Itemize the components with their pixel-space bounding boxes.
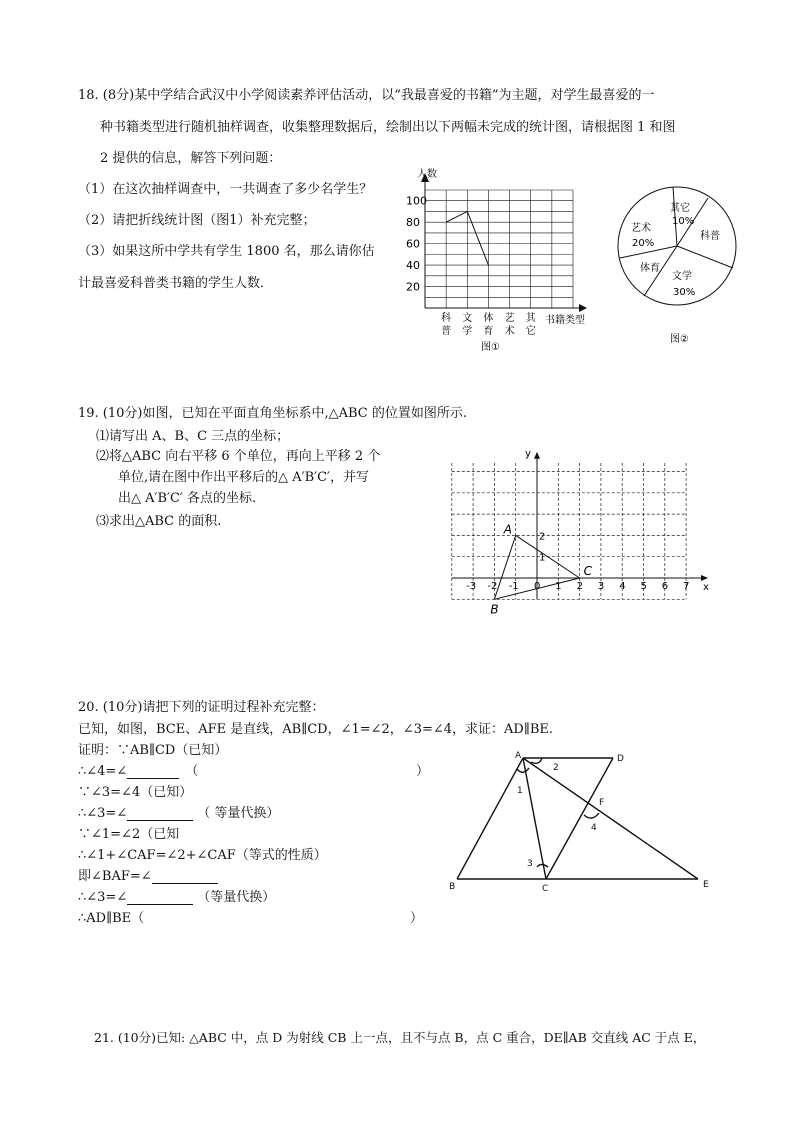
x-tick-label: 3 — [597, 581, 605, 592]
line-chart-xtick: 育 — [483, 326, 494, 337]
q18-sub3b: 计最喜爱科普类书籍的学生人数． — [78, 276, 274, 291]
pie-label-other: 其它 — [670, 203, 690, 214]
segment-cd — [546, 758, 613, 879]
line-chart-grid — [425, 190, 573, 308]
line-chart-ytick: 60 — [406, 237, 420, 251]
q20-step8 — [78, 907, 144, 926]
pie-chart — [616, 195, 746, 355]
angle-3-arc — [537, 865, 548, 868]
line-chart-ytick: 100 — [406, 194, 427, 208]
pie-label-science: 科普 — [700, 231, 720, 242]
pie-label-literature: 文学 — [672, 271, 692, 282]
fig-label-d: D — [617, 754, 624, 764]
x-axis-label: x — [703, 582, 709, 593]
pie-caption: 图② — [670, 334, 689, 345]
x-tick-label: 2 — [576, 581, 583, 592]
point-a-label: A — [503, 522, 512, 537]
q20-step3-reason: （ 等量代换） — [197, 806, 280, 821]
line-chart-ytick: 40 — [406, 259, 420, 273]
line-chart-ylabel: 人数 — [417, 169, 437, 180]
answer-blank-3[interactable] — [152, 869, 218, 884]
q20-step1-text: ∴∠4=∠ — [78, 764, 128, 779]
q18-line2: 种书籍类型进行随机抽样调查，收集整理数据后，绘制出以下两幅未完成的统计图，请根据图 1 和图 — [100, 120, 676, 135]
fig-label-f: F — [599, 798, 605, 808]
q20-step3-text: ∴∠3=∠ — [78, 806, 128, 821]
q20-step6 — [78, 865, 218, 884]
fig-angle-1: 1 — [517, 786, 523, 796]
fig-label-e: E — [703, 880, 709, 890]
line-chart-xtick: 学 — [462, 326, 473, 337]
line-chart-xtick: 其 — [525, 313, 536, 324]
q20-step7-reason: （等量代换） — [197, 890, 276, 905]
pie-label-art-pct: 20% — [632, 238, 655, 249]
angle-2-arc — [531, 758, 542, 763]
q20-step4: ∵∠1=∠2（已知 — [78, 827, 180, 842]
q18-line3: 2 提供的信息，解答下列问题： — [100, 151, 282, 166]
q20-proof0: 证明：∵AB∥CD（已知） — [78, 743, 228, 758]
x-tick-label: 1 — [555, 581, 562, 592]
q18-line1: 18. (8分)某中学结合武汉中小学阅读素养评估活动，以“我最喜爱的书籍”为主题，对学生最喜爱的一 — [78, 88, 655, 103]
fig-angle-4: 4 — [591, 823, 597, 833]
line-chart-xtick: 文 — [462, 313, 473, 324]
pie-divider-science-literature — [677, 246, 733, 268]
pie-label-literature-pct: 30% — [673, 287, 696, 298]
q20-step6-text: 即∠BAF=∠ — [78, 869, 152, 884]
fig-angle-2: 2 — [553, 763, 559, 773]
q20-step5: ∴∠1+∠CAF=∠2+∠CAF（等式的性质） — [78, 848, 327, 863]
q20-step1 — [78, 760, 198, 779]
x-tick-label: 7 — [683, 581, 690, 592]
segment-ab — [457, 758, 523, 879]
x-tick-label: -2 — [487, 581, 498, 592]
q19-sub1: ⑴请写出 A、B、C 三点的坐标； — [96, 429, 290, 444]
point-b-label: B — [490, 602, 499, 617]
fig-label-b: B — [449, 882, 456, 892]
line-chart-xlabel: 书籍类型 — [545, 315, 585, 326]
q20-step7-text: ∴∠3=∠ — [78, 890, 128, 905]
q18-sub2: （2）请把折线统计图（图1）补充完整； — [78, 213, 316, 228]
angle-4-arc — [584, 813, 599, 818]
line-chart-xtick: 它 — [525, 326, 536, 337]
q19-sub2c: 出△ A′B′C′ 各点的坐标. — [118, 491, 257, 506]
line-chart — [395, 160, 605, 360]
q20-step8-close: ） — [410, 911, 424, 926]
fig-angle-3: 3 — [527, 859, 533, 869]
q20-step1-close: ） — [416, 764, 430, 779]
q19-sub2a: ⑵将△ABC 向右平移 6 个单位，再向上平移 2 个 — [96, 449, 381, 464]
pie-label-art: 艺术 — [631, 223, 651, 234]
q19-sub2b: 单位,请在图中作出平移后的△ A′B′C′，并写 — [118, 470, 370, 485]
geometry-figure — [445, 748, 715, 893]
q20-line1: 20. (10分)请把下列的证明过程补充完整： — [78, 700, 325, 715]
q19-sub3: ⑶求出△ABC 的面积. — [96, 514, 222, 529]
x-tick-label: 0 — [534, 581, 541, 592]
q20-given: 已知，如图，BCE、AFE 是直线，AB∥CD，∠1=∠2，∠3=∠4，求证：AD∥BE. — [78, 722, 554, 737]
q18-sub1: （1）在这次抽样调查中，一共调查了多少名学生？ — [78, 182, 373, 197]
line-chart-xtick: 体 — [483, 313, 494, 324]
answer-blank-1[interactable] — [127, 764, 179, 779]
line-chart-ytick: 20 — [406, 280, 420, 294]
q20-step1-open: （ — [185, 764, 199, 779]
y-tick-label: 2 — [539, 531, 546, 543]
line-chart-xtick: 普 — [441, 326, 452, 337]
angle-1-arc — [517, 768, 529, 772]
pie-label-other-pct: 10% — [672, 216, 695, 227]
point-c-label: C — [583, 564, 592, 578]
answer-blank-4[interactable] — [127, 890, 193, 905]
fig-label-a: A — [515, 751, 522, 761]
line-chart-ytick: 80 — [406, 216, 420, 230]
line-chart-xtick: 术 — [504, 326, 515, 337]
fig-label-c: C — [542, 884, 549, 894]
q20-step2: ∵∠3=∠4（已知） — [78, 785, 193, 800]
q21-line1: 21. (10分)已知: △ABC 中，点 D 为射线 CB 上一点，且不与点 B，点 C 重合，DE∥AB 交直线 AC 于点 E， — [94, 1030, 706, 1045]
y-axis-label: y — [525, 448, 531, 460]
line-afe — [523, 758, 698, 879]
x-tick-label: -1 — [508, 581, 519, 592]
q20-step8-text: ∴AD∥BE（ — [78, 911, 145, 926]
x-tick-label: 4 — [619, 581, 626, 592]
y-tick-label: 1 — [539, 552, 546, 564]
x-tick-label: 5 — [640, 581, 647, 592]
coordinate-grid — [455, 448, 709, 617]
q18-sub3a: （3）如果这所中学共有学生 1800 名，那么请你估 — [78, 244, 375, 259]
x-tick-label: 6 — [661, 581, 669, 592]
q20-step7 — [78, 886, 275, 905]
pie-label-sports: 体育 — [640, 263, 660, 274]
x-tick-label: -3 — [466, 581, 477, 592]
q20-step3 — [78, 802, 279, 821]
answer-blank-2[interactable] — [127, 806, 193, 821]
q19-line1: 19. (10分)如图，已知在平面直角坐标系中,△ABC 的位置如图所示. — [78, 406, 468, 421]
line-chart-xtick: 科 — [441, 313, 452, 324]
coordinate-grid-lines — [452, 463, 686, 599]
coordinate-axes — [452, 449, 709, 600]
line-chart-caption: 图① — [481, 342, 500, 353]
line-chart-xtick: 艺 — [504, 313, 515, 324]
